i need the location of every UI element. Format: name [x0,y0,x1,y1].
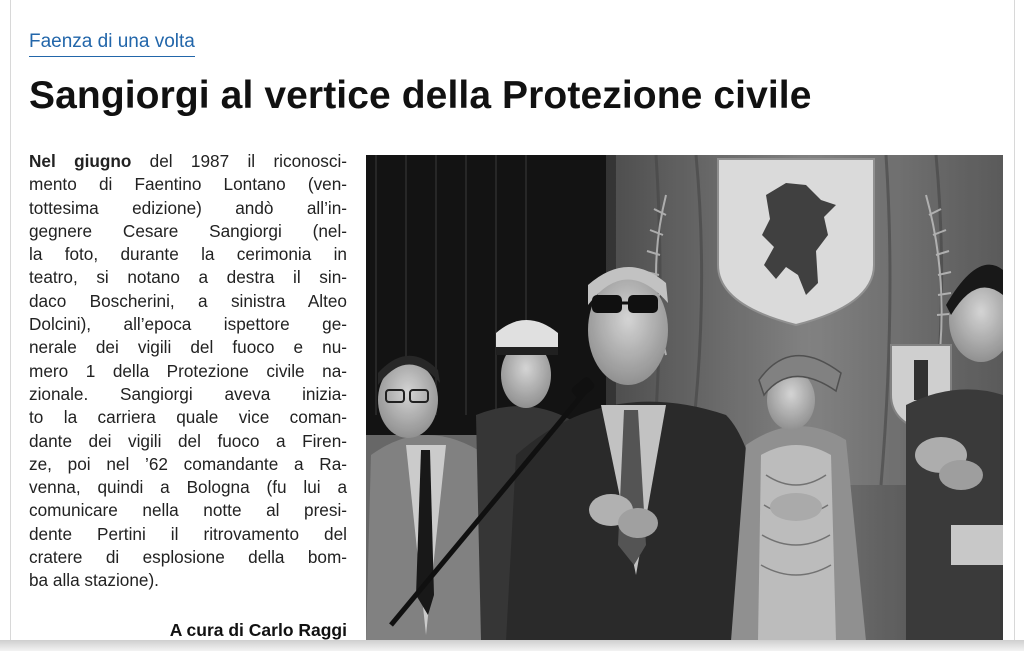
body-line: tottesima edizione) andò all’in- [29,197,347,218]
body-line [29,150,347,173]
body-line: Dolcini), all’epoca ispettore ge- [29,314,347,335]
section-kicker: Faenza di una volta [29,31,195,57]
lead-phrase: Nel giugno [29,151,132,171]
body-line: comunicare nella notte al presi- [29,500,347,521]
body-line: teatro, si notano a destra il sin- [29,267,347,288]
body-line: mento di Faentino Lontano (ven- [29,174,347,195]
body-line: dente Pertini il ritrovamento del [29,523,347,544]
newspaper-page [10,0,1015,640]
ceremony-photo [366,155,1003,641]
body-line-text: del 1987 il riconosci- [131,151,347,171]
body-line: cratere di esplosione della bom- [29,547,347,568]
body-line: nerale dei vigili del fuoco e nu- [29,337,347,358]
body-line: la foto, durante la cerimonia in [29,244,347,265]
article-body [29,150,347,593]
body-line: daco Boscherini, a sinistra Alteo [29,290,347,311]
article-headline: Sangiorgi al vertice della Protezione civile [29,74,812,117]
body-line: ba alla stazione). [29,570,159,591]
body-line: gegnere Cesare Sangiorgi (nel- [29,220,347,241]
body-line: to la carriera quale vice coman- [29,407,347,428]
body-line: dante dei vigili del fuoco a Firen- [29,430,347,451]
body-line: venna, quindi a Bologna (fu lui a [29,477,347,498]
page-bottom-edge [0,640,1024,651]
body-line: mero 1 della Protezione civile na- [29,360,347,381]
body-line: zionale. Sangiorgi aveva inizia- [29,383,347,404]
body-line: ze, poi nel ’62 comandante a Ra- [29,453,347,474]
author-byline: A cura di Carlo Raggi [169,620,347,640]
